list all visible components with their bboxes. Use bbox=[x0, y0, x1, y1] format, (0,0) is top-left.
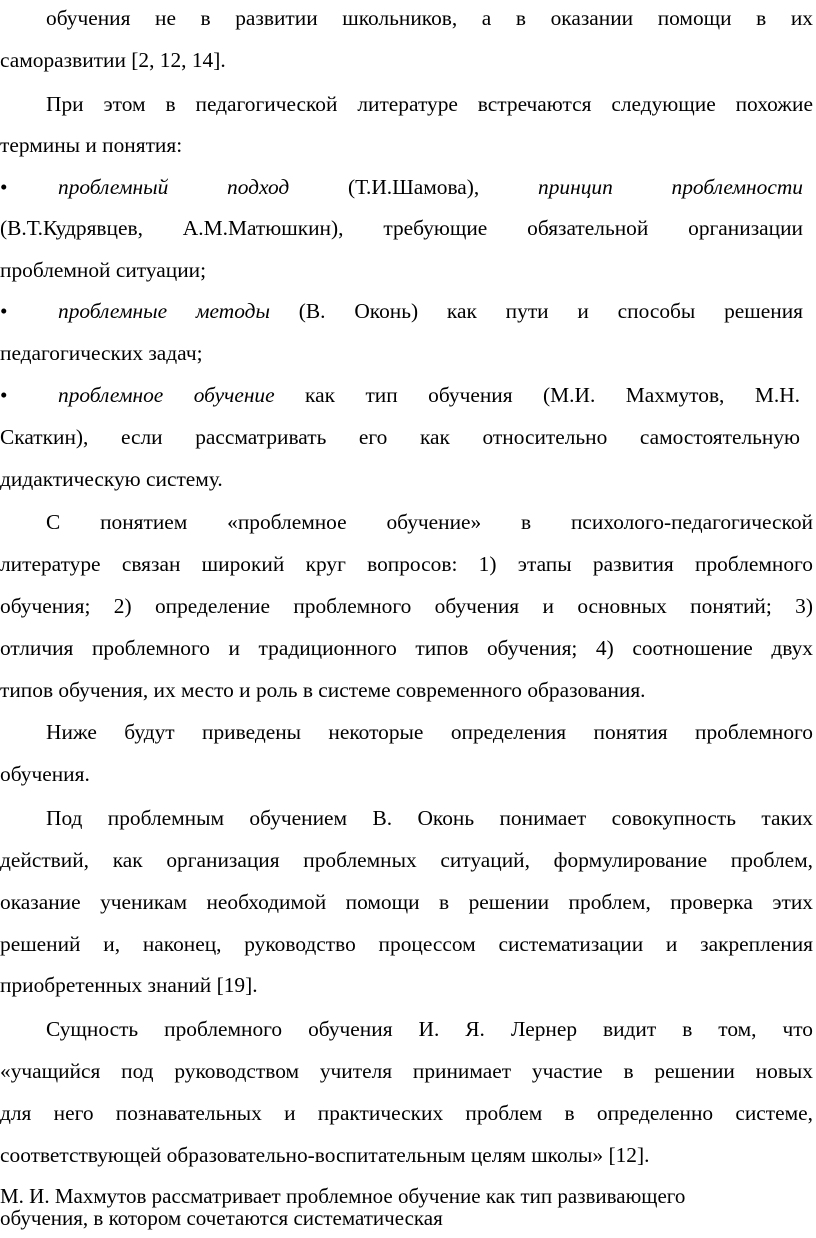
term-problem-approach: проблемный подход bbox=[58, 175, 290, 199]
bullet-marker: • bbox=[0, 383, 8, 407]
paragraph-line: приобретенных знаний [19]. bbox=[0, 973, 258, 997]
paragraph-line: (В.Т.Кудрявцев, А.М.Матюшкин), требующие обязательной организации bbox=[0, 216, 803, 240]
paragraph-line: проблемной ситуации; bbox=[0, 258, 207, 282]
bullet-item bbox=[0, 383, 800, 407]
paragraph-line: отличия проблемного и традиционного типов обучения; 4) соотношение двух bbox=[0, 636, 813, 660]
paragraph-line: С понятием «проблемное обучение» в психолого-педагогической bbox=[46, 510, 813, 534]
paragraph-line: Скаткин), если рассматривать его как относительно самостоятельную bbox=[0, 425, 800, 449]
bullet-marker: • bbox=[0, 299, 8, 323]
paragraph-line: термины и понятия: bbox=[0, 133, 183, 157]
paragraph-line: М. И. Махмутов рассматривает проблемное обучение как тип развивающего bbox=[0, 1184, 686, 1208]
term-problem-methods: проблемные методы bbox=[58, 299, 270, 323]
paragraph-line: педагогических задач; bbox=[0, 341, 203, 365]
term-problem-principle: принцип проблемности bbox=[538, 175, 803, 199]
bullet-text: (Т.И.Шамова), bbox=[289, 175, 538, 199]
paragraph-line: Под проблемным обучением В. Оконь понимает совокупность таких bbox=[46, 806, 813, 830]
paragraph-line: Ниже будут приведены некоторые определения понятия проблемного bbox=[46, 720, 813, 744]
bullet-text: (В. Оконь) как пути и способы решения bbox=[269, 299, 803, 323]
paragraph-line: типов обучения, их место и роль в системе современного образования. bbox=[0, 678, 646, 702]
paragraph-line: дидактическую систему. bbox=[0, 467, 223, 491]
paragraph-line: обучения, в котором сочетаются систематическая bbox=[0, 1206, 443, 1230]
paragraph-line: обучения; 2) определение проблемного обучения и основных понятий; 3) bbox=[0, 594, 813, 618]
paragraph-line: литературе связан широкий круг вопросов: 1) этапы развития проблемного bbox=[0, 552, 813, 576]
paragraph-line: действий, как организация проблемных ситуаций, формулирование проблем, bbox=[0, 848, 813, 872]
paragraph-line: Сущность проблемного обучения И. Я. Лернер видит в том, что bbox=[46, 1017, 813, 1041]
paragraph-line: При этом в педагогической литературе встречаются следующие похожие bbox=[46, 92, 813, 116]
bullet-marker: • bbox=[0, 175, 8, 199]
term-problem-learning: проблемное обучение bbox=[58, 383, 275, 407]
paragraph-line: оказание ученикам необходимой помощи в решении проблем, проверка этих bbox=[0, 890, 813, 914]
paragraph-line: для него познавательных и практических проблем в определенно системе, bbox=[0, 1101, 813, 1125]
bullet-item bbox=[0, 175, 803, 199]
paragraph-line: «учащийся под руководством учителя принимает участие в решении новых bbox=[0, 1059, 813, 1083]
paragraph-line: обучения. bbox=[0, 762, 90, 786]
bullet-text: как тип обучения (М.И. Махмутов, М.Н. bbox=[274, 383, 800, 407]
paragraph-line: обучения не в развитии школьников, а в оказании помощи в их bbox=[46, 6, 813, 30]
paragraph-line: решений и, наконец, руководство процессом систематизации и закрепления bbox=[0, 932, 813, 956]
bullet-item bbox=[0, 299, 803, 323]
paragraph-line: соответствующей образовательно-воспитательным целям школы» [12]. bbox=[0, 1143, 650, 1167]
paragraph-line: саморазвитии [2, 12, 14]. bbox=[0, 48, 226, 72]
